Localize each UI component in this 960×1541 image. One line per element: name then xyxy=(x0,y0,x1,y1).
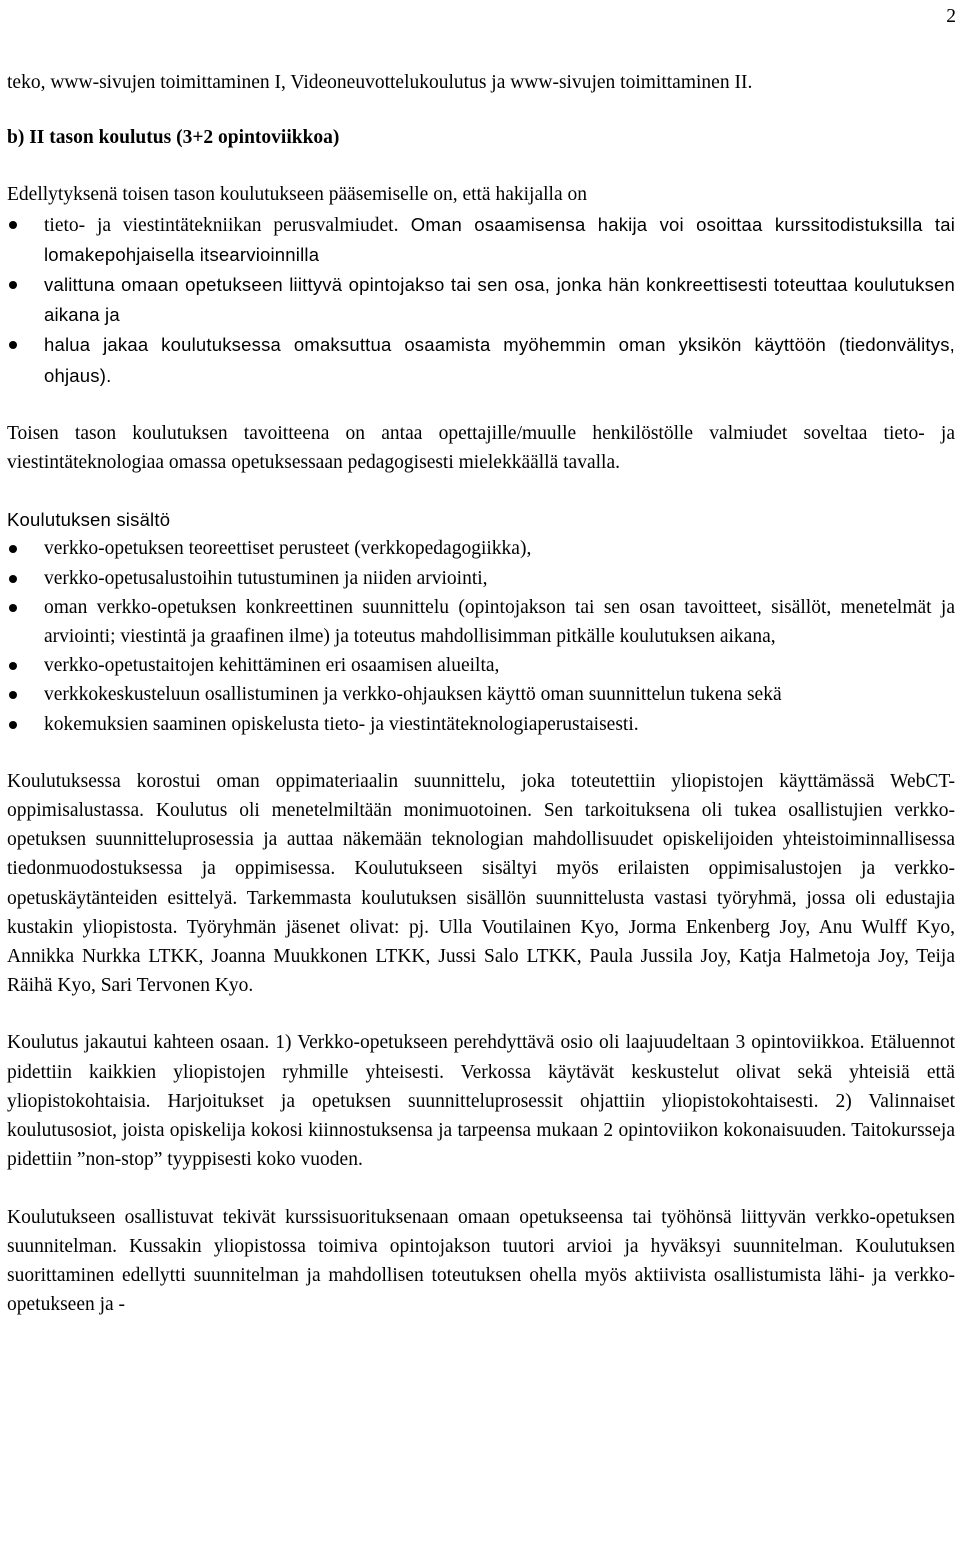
content-section-title: Koulutuksen sisältö xyxy=(7,509,171,531)
content-item-text: verkko-opetusalustoihin tutustuminen ja niiden arviointi, xyxy=(44,567,488,589)
list-item xyxy=(7,593,955,651)
paragraph-course-completion: Koulutukseen osallistuvat tekivät kurssisuorituksenaan omaan opetukseensa tai työhönsä liittyvän verkko-opetuksen suunnitelman. Kussakin yliopistossa toimiva opintojakson tuutori arvioi ja hyväksyi suunnitelman. Koulutuksen suorittaminen edellytti suunnitelman ja mahdollisen toteutuksen ohella myös aktiivista osallistumista lähi- ja verkko-opetukseen ja - xyxy=(7,1206,955,1316)
goal-paragraph: Toisen tason koulutuksen tavoitteena on antaa opettajille/muulle henkilöstölle valmiudet soveltaa tieto- ja viestintäteknologiaa omassa opetuksessaan pedagogisesti mielekkäällä tavalla. xyxy=(7,422,955,474)
paragraph-training-emphasis: Koulutuksessa korostui oman oppimateriaalin suunnittelu, joka toteutettiin yliopistojen käyttämässä WebCT-oppimisalustassa. Koulutus oli menetelmiltään monimuotoinen. Sen tarkoituksena oli tukea osallistujien verkko-opetuksen suunnitteluprosessia ja auttaa näkemään teknologian mahdollisuudet opiskelijoiden yhteistoiminnallisessa tiedonmuodostuksessa ja oppimisessa. Koulutukseen sisältyi myös erilaisten oppimisalustojen ja verkko-opetuskäytänteiden esittelyä. Tarkemmasta koulutuksen sisällön suunnittelusta vastasi työryhmä, jossa oli edustajia kustakin yliopistosta. Työryhmän jäsenet olivat: pj. Ulla Voutilainen Kyo, Jorma Enkenberg Joy, Anu Wulff Kyo, Annikka Nurkka LTKK, Joanna Muukkonen LTKK, Jussi Salo LTKK, Paula Jussila Joy, Katja Halmetoja Joy, Teija Räihä Kyo, Sari Tervonen Kyo. xyxy=(7,770,955,997)
content-item-text: oman verkko-opetuksen konkreettinen suunnittelu (opintojakson tai sen osan tavoitteet, sisällöt, menetelmät ja arviointi; viestintä ja graafinen ilme) ja toteutus mahdollisimman pitkälle koulutuksen aikana, xyxy=(44,596,955,648)
bullet-icon xyxy=(9,221,17,229)
list-item xyxy=(7,710,955,739)
content-item-text: verkko-opetustaitojen kehittäminen eri osaamisen alueilta, xyxy=(44,655,500,677)
list-item xyxy=(7,210,955,270)
bullet-icon xyxy=(9,281,17,289)
content-item-text: verkkokeskusteluun osallistuminen ja verkko-ohjauksen käyttö oman suunnittelun tukena sekä xyxy=(44,684,782,706)
bullet-icon xyxy=(9,604,17,612)
document-body xyxy=(7,68,955,1319)
content-item-text: verkko-opetuksen teoreettiset perusteet (verkkopedagogiikka), xyxy=(44,538,532,560)
list-item xyxy=(7,270,955,330)
bullet-icon xyxy=(9,662,17,670)
prereq-list xyxy=(7,210,955,391)
bullet-icon xyxy=(9,545,17,553)
paragraph-training-parts: Koulutus jakautui kahteen osaan. 1) Verkko-opetukseen perehdyttävä osio oli laajuudeltaan 3 opintoviikkoa. Etäluennot pidettiin kaikkien yliopistojen ryhmille yhteisesti. Verkossa käytävät keskustelut olivat sekä yhteisiä että yliopistokohtaisia. Harjoitukset ja opetuksen suunnitteluprosessit ohjattiin yliopistokohtaisesti. 2) Valinnaiset koulutusosiot, joista opiskelija kokosi kiinnostuksensa ja tarpeensa mukaan 2 opintoviikon kokonaisuuden. Taitokursseja pidettiin ”non-stop” tyyppisesti koko vuoden. xyxy=(7,1032,955,1171)
list-item xyxy=(7,534,955,563)
bullet-icon xyxy=(9,341,17,349)
prereq-item-text: valittuna omaan opetukseen liittyvä opintojakso tai sen osa, jonka hän konkreettisesti toteuttaa koulutuksen aikana ja xyxy=(44,274,955,326)
list-item xyxy=(7,330,955,390)
list-item xyxy=(7,680,955,709)
prereq-item-serif: tieto- ja viestintätekniikan perusvalmiudet. xyxy=(44,214,399,236)
list-item xyxy=(7,564,955,593)
content-list xyxy=(7,534,955,738)
prereq-item-text: halua jakaa koulutuksessa omaksuttua osaamista myöhemmin oman yksikön käyttöön (tiedonvälitys, ohjaus). xyxy=(44,334,955,386)
page-number: 2 xyxy=(946,6,956,27)
prereq-lead: Edellytyksenä toisen tason koulutukseen pääsemiselle on, että hakijalla on xyxy=(7,184,587,206)
bullet-icon xyxy=(9,691,17,699)
prereq-item-text: Oman osaamisensa hakija voi osoittaa kurssitodistuksilla tai lomakepohjaisella itsearvioinnilla xyxy=(44,213,955,265)
section-heading-level2: b) II tason koulutus (3+2 opintoviikkoa) xyxy=(7,127,340,149)
intro-continuation: teko, www-sivujen toimittaminen I, Videoneuvottelukoulutus ja www-sivujen toimittaminen II. xyxy=(7,72,753,93)
content-item-text: kokemuksien saaminen opiskelusta tieto- ja viestintäteknologiaperustaisesti. xyxy=(44,713,639,735)
bullet-icon xyxy=(9,575,17,583)
list-item xyxy=(7,651,955,680)
bullet-icon xyxy=(9,721,17,729)
